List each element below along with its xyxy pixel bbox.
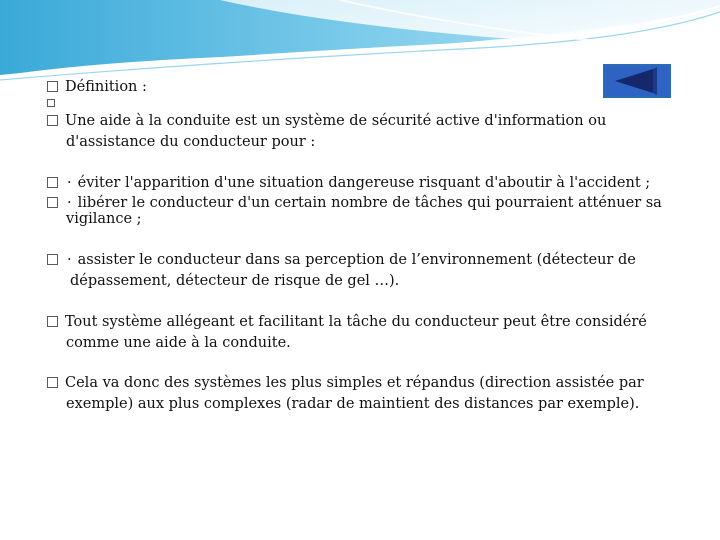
bullet-icon: [47, 377, 58, 388]
bullet-item-3: · assister le conducteur dans sa perception de l’environnement (détecteur de: [47, 250, 636, 271]
paragraph-2: Tout système allégeant et facilitant la tâche du conducteur peut être considéré: [47, 312, 647, 333]
bullet-icon: [47, 316, 58, 327]
back-button[interactable]: [603, 64, 671, 98]
title-text: Définition :: [65, 79, 147, 95]
bullet-item-1: · éviter l'apparition d'une situation dangereuse risquant d'aboutir à l'accident ;: [47, 173, 650, 194]
paragraph-1-cont: d'assistance du conducteur pour :: [66, 134, 316, 150]
bullet-icon: [47, 177, 58, 188]
paragraph-1: Une aide à la conduite est un système de sécurité active d'information ou: [47, 111, 606, 132]
paragraph-2-cont: comme une aide à la conduite.: [66, 335, 291, 351]
bullet-icon: [47, 254, 58, 265]
paragraph-3: Cela va donc des systèmes les plus simples et répandus (direction assistée par: [47, 373, 644, 394]
bullet-icon: [47, 115, 58, 126]
bullet-icon: [47, 81, 58, 92]
paragraph-3-cont: exemple) aux plus complexes (radar de maintient des distances par exemple).: [66, 396, 640, 412]
back-arrow-icon: [605, 66, 669, 96]
bullet-icon: [47, 99, 55, 107]
bullet-item-2: · libérer le conducteur d'un certain nombre de tâches qui pourraient atténuer sa: [47, 193, 662, 214]
bullet-icon: [47, 197, 58, 208]
bullet-item-3-cont: dépassement, détecteur de risque de gel …).: [70, 273, 400, 289]
bullet-item-2-cont: vigilance ;: [66, 211, 142, 227]
